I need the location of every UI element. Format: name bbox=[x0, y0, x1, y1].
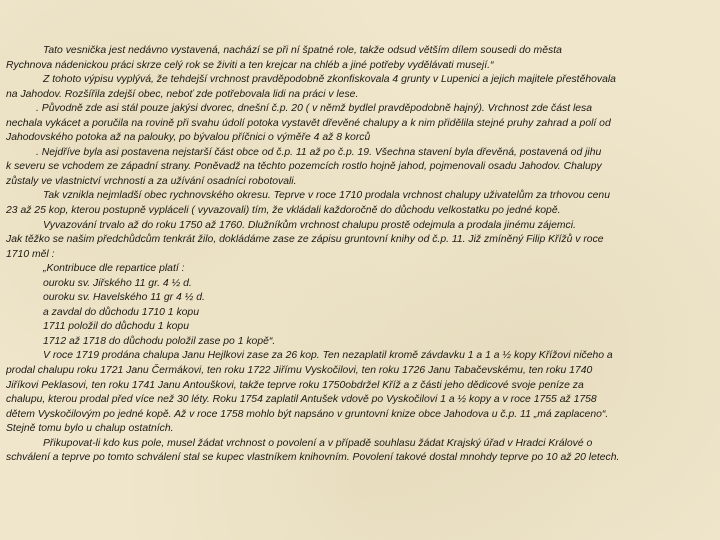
text-line: schválení a teprve po tomto schválení stal se kupec vlastníkem knihovním. Povolení takové dostal mnohdy teprve po 10 až 20 letech. bbox=[6, 452, 620, 464]
text-line: prodal chalupu roku 1721 Janu Čermákovi, ten roku 1722 Jiřímu Vyskočilovi, ten roku 1726 Janu Tabačevskému, ten roku 1740 bbox=[6, 365, 593, 377]
text-line: . Nejdříve byla asi postavena nejstarší část obce od č.p. 11 až po č.p. 19. Všechna stavení byla dřevěná, postavená od jihu bbox=[36, 146, 602, 158]
text-line: 23 až 25 kop, kterou postupně vypláceli ( vyvazovali) tím, že vkládali každoročně do důchodu velkostatku po jedné kopě. bbox=[6, 205, 561, 217]
text-line: nechala vykácet a poručila na rovině při svahu údolí potoka vystavět dřevěné chalupy a k nim přidělila stejné pruhy zahrad a polí od bbox=[6, 117, 611, 129]
text-line: Rychnova nádenickou práci skrze celý rok se živiti a ten krejcar na chléb a jiné potřeby vydělávati musejí.“ bbox=[6, 59, 494, 71]
text-line: 1711 položil do důchodu 1 kopu bbox=[43, 321, 189, 333]
text-line: 1710 měl : bbox=[6, 248, 55, 260]
text-line: ouroku sv. Jiřského 11 gr. 4 ½ d. bbox=[43, 277, 192, 289]
text-line: Jak těžko se našim předchůdcům tenkrát žilo, dokládáme zase ze zápisu gruntovní knihy od č.p. 11. Již zmíněný Filip Křížů v roce bbox=[6, 234, 604, 246]
text-line: Z tohoto výpisu vyplývá, že tehdejší vrchnost pravděpodobně zkonfiskovala 4 grunty v Lupenici a jejich majitele přestěhovala bbox=[43, 74, 616, 86]
text-line: Tak vznikla nejmladší obec rychnovského okresu. Teprve v roce 1710 prodala vrchnost chalupy uživatelům za trhovou cenu bbox=[43, 190, 610, 202]
text-line: V roce 1719 prodána chalupa Janu Hejlkovi zase za 26 kop. Ten nezaplatil kromě závdavku 1 a 1 a ½ kopy Křížovi ničeho a bbox=[43, 350, 613, 362]
text-line: ouroku sv. Havelského 11 gr 4 ½ d. bbox=[43, 292, 205, 304]
text-line: na Jahodov. Rozšířila zdejší obec, neboť zde potřebovala lidi na práci v lese. bbox=[6, 88, 359, 100]
text-line: . Původně zde asi stál pouze jakýsi dvorec, dnešní č.p. 20 ( v němž bydlel pravděpodobně hajný). Vrchnost zde část lesa bbox=[36, 103, 593, 115]
text-line: dětem Vyskočilovým po jedné kopě. Až v roce 1758 mohlo být napsáno v gruntovní knize obce Jahodova u č.p. 11 „má zaplaceno“. bbox=[6, 408, 609, 420]
text-line: chalupu, kterou prodal před více než 30 léty. Roku 1754 zaplatil Antušek vdově po Vyskočilovi 1 a ½ kopy a v roce 1755 až 1758 bbox=[6, 394, 597, 406]
text-line: Vyvazování trvalo až do roku 1750 až 1760. Dlužníkům vrchnost chalupu prostě odejmula a prodala jinému zájemci. bbox=[43, 219, 576, 231]
document-body bbox=[6, 44, 718, 466]
text-line: Jiříkovi Peklasovi, ten roku 1741 Janu Antouškovi, takže teprve roku 1750obdržel Kříž a z části jeho dědicové svoje peníze za bbox=[6, 379, 584, 391]
text-line: „Kontribuce dle repartice platí : bbox=[43, 263, 185, 275]
text-line: Přikupovat-li kdo kus pole, musel žádat vrchnost o povolení a v případě souhlasu žádat Krajský úřad v Hradci Králové o bbox=[43, 437, 593, 449]
text-line: 1712 až 1718 do důchodu položil zase po 1 kopě“. bbox=[43, 335, 276, 347]
text-line: a zavdal do důchodu 1710 1 kopu bbox=[43, 306, 199, 318]
text-line: Stejně tomu bylo u chalup ostatních. bbox=[6, 423, 174, 435]
text-line: zůstaly ve vlastnictví vrchnosti a za užívání osadníci robotovali. bbox=[6, 175, 297, 187]
text-line: k severu se vchodem ze západní strany. Poněvadž na těchto pozemcích rostlo hojně jahod, pojmenovali osadu Jahodov. Chalupy bbox=[6, 161, 602, 173]
text-line: Jahodovského potoka až na palouky, po bývalou příčnici o výměře 4 až 8 korců bbox=[6, 132, 371, 144]
text-line: Tato vesnička jest nedávno vystavená, nachází se při ní špatné role, takže odsud větším dílem sousedi do města bbox=[43, 45, 562, 56]
